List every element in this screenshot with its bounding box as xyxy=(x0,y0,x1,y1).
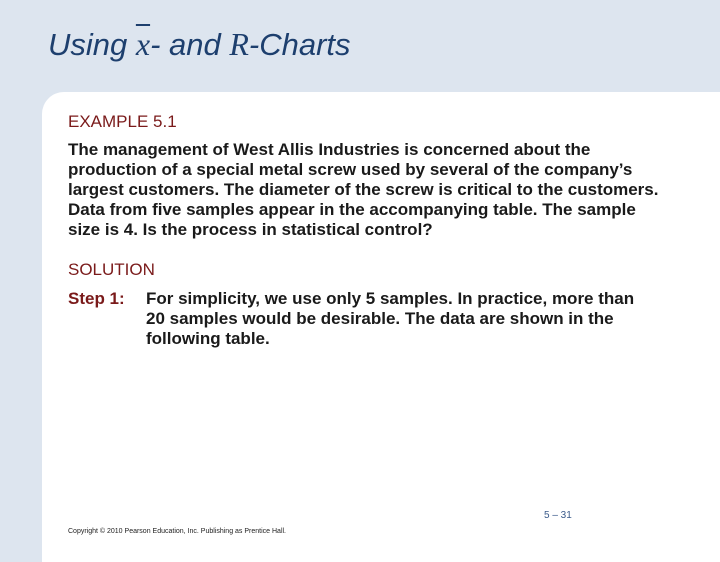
step-1-text: For simplicity, we use only 5 samples. In practice, more than 20 samples would be desirable. The data are shown in the following table. xyxy=(146,289,635,348)
slide-body xyxy=(68,112,668,349)
title-r-symbol: R xyxy=(229,26,249,62)
title-x-bar-symbol: x xyxy=(135,26,151,62)
title-suffix: -Charts xyxy=(248,27,351,62)
solution-label: SOLUTION xyxy=(68,260,155,279)
slide-number: 5 – 31 xyxy=(544,510,572,521)
title-prefix: Using xyxy=(48,27,136,62)
step-1-label: Step 1: xyxy=(68,289,125,308)
title-mid: - and xyxy=(150,27,230,62)
example-text: The management of West Allis Industries is concerned about the production of a special metal screw used by several of the company’s largest customers. The diameter of the screw is critical to the customers. Data from five samples appear in the accompanying table. The sample size is 4. Is the process in statistical control? xyxy=(68,140,659,239)
copyright-notice: Copyright © 2010 Pearson Education, Inc. Publishing as Prentice Hall. xyxy=(68,528,287,535)
example-label: EXAMPLE 5.1 xyxy=(68,112,177,131)
slide-title xyxy=(48,26,351,63)
step-1 xyxy=(68,289,668,349)
